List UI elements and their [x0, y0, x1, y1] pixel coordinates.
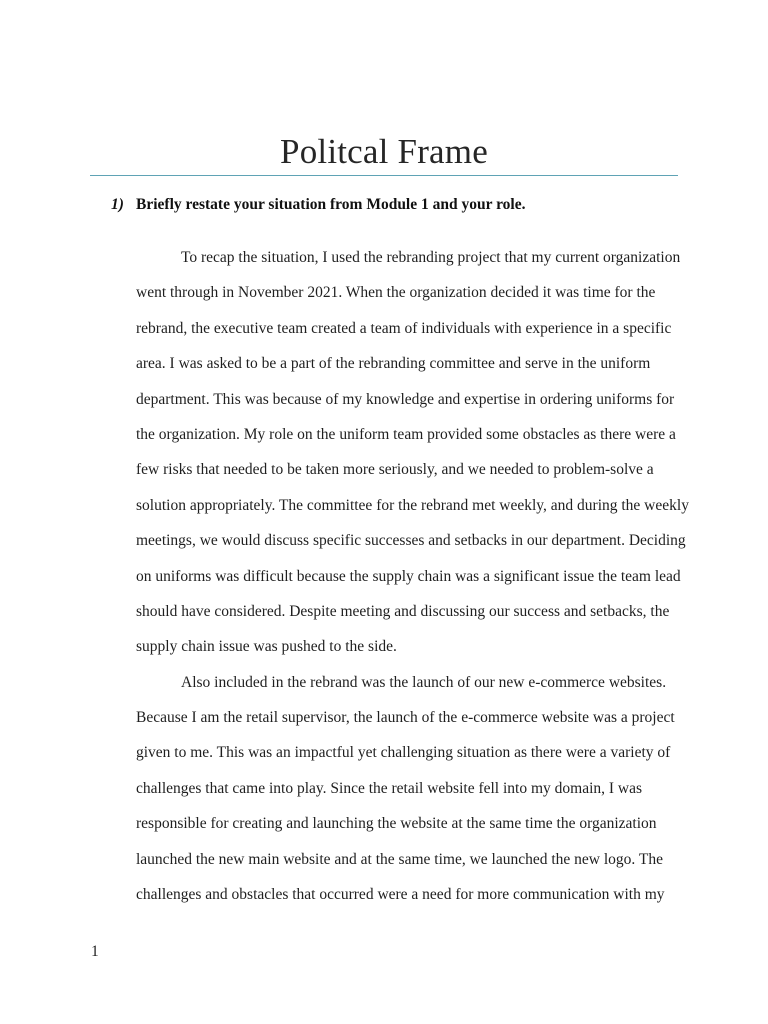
body-line: rebrand, the executive team created a team of individuals with experience in a specific — [136, 319, 672, 337]
document-title: Politcal Frame — [280, 132, 488, 171]
body-line: Also included in the rebrand was the launch of our new e-commerce websites. — [181, 673, 667, 691]
body-line: department. This was because of my knowledge and expertise in ordering uniforms for — [136, 390, 675, 408]
page-number: 1 — [91, 943, 99, 960]
body-line: solution appropriately. The committee for the rebrand met weekly, and during the weekly — [136, 496, 689, 514]
body-line: on uniforms was difficult because the supply chain was a significant issue the team lead — [136, 567, 681, 585]
body-text — [136, 240, 696, 912]
question-text: Briefly restate your situation from Module 1 and your role. — [136, 196, 526, 213]
question-heading — [111, 194, 526, 216]
body-line: meetings, we would discuss specific successes and setbacks in our department. Deciding — [136, 532, 686, 550]
body-line: responsible for creating and launching the website at the same time the organization — [136, 815, 657, 833]
body-line: few risks that needed to be taken more seriously, and we needed to problem-solve a — [136, 461, 654, 479]
question-number: 1) — [111, 196, 124, 213]
body-line: the organization. My role on the uniform team provided some obstacles as there were a — [136, 425, 676, 443]
body-line: given to me. This was an impactful yet challenging situation as there were a variety of — [136, 744, 671, 762]
body-line: went through in November 2021. When the organization decided it was time for the — [136, 284, 656, 302]
body-line: area. I was asked to be a part of the rebranding committee and serve in the uniform — [136, 355, 651, 373]
body-line: challenges and obstacles that occurred were a need for more communication with my — [136, 886, 665, 904]
body-line: Because I am the retail supervisor, the launch of the e-commerce website was a project — [136, 709, 675, 727]
body-line: supply chain issue was pushed to the side. — [136, 638, 397, 656]
body-line: should have considered. Despite meeting and discussing our success and setbacks, the — [136, 602, 670, 620]
title-underline — [90, 175, 678, 176]
body-line: To recap the situation, I used the rebranding project that my current organization — [181, 249, 681, 266]
body-line: challenges that came into play. Since the retail website fell into my domain, I was — [136, 779, 643, 797]
body-line: launched the new main website and at the same time, we launched the new logo. The — [136, 850, 663, 868]
